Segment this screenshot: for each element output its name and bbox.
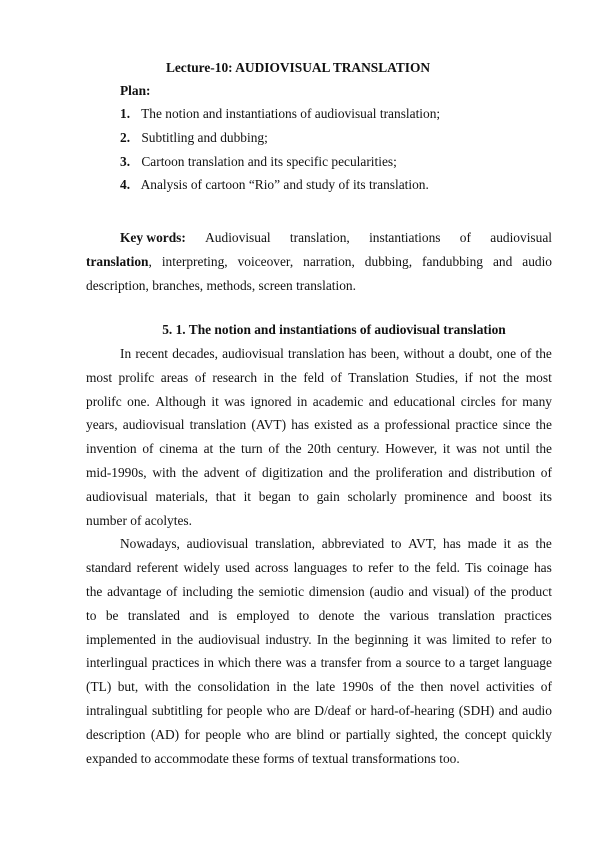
word: and (492, 253, 513, 269)
word: decades, (172, 346, 218, 361)
word: However, (385, 441, 438, 457)
word: of (142, 441, 154, 457)
word: which (217, 655, 251, 671)
paragraph-2 (86, 532, 552, 770)
word: widely (183, 560, 220, 576)
word: is (218, 607, 228, 623)
paragraph-line: expanded to accommodate these forms of textual transformations too. (86, 750, 460, 766)
word: to (352, 560, 363, 576)
paragraph-line (86, 723, 552, 747)
word: across (254, 560, 289, 576)
word: target (469, 655, 500, 671)
paragraph-line (86, 651, 552, 675)
word: areas (160, 369, 189, 385)
word: proliferation (375, 464, 443, 480)
word: to (444, 655, 456, 671)
paragraph-line (86, 342, 552, 366)
word: a (459, 655, 466, 671)
word: translation, (255, 536, 315, 552)
word: gain (316, 488, 340, 504)
word: with (144, 679, 169, 695)
word: it (442, 441, 451, 457)
word: partially (345, 726, 391, 742)
word: the (443, 726, 460, 742)
word: source (405, 655, 441, 671)
word: in (161, 631, 172, 647)
plan-item-text: Subtitling and dubbing; (141, 129, 268, 145)
plan-item-text: The notion and instantiations of audiovisual translation; (141, 106, 441, 121)
paragraph-line (86, 532, 552, 556)
word: the (535, 417, 552, 433)
word: as (517, 536, 529, 552)
word: it (243, 488, 252, 504)
word: since (502, 417, 531, 433)
word: with (152, 464, 177, 480)
word: Nowadays, (120, 536, 180, 552)
word: for (206, 702, 223, 718)
word: (AVT) (251, 417, 287, 433)
word: of (520, 346, 532, 361)
word: been, (370, 346, 400, 361)
word: referent (136, 560, 179, 576)
word: quickly (511, 726, 552, 742)
word: 20th (307, 441, 332, 457)
word: the (333, 631, 350, 647)
word: the (502, 369, 520, 385)
word: the (181, 464, 199, 480)
word: the (176, 631, 194, 647)
word: (SDH) (458, 702, 495, 718)
word: boost (502, 488, 532, 504)
paragraph-line (86, 413, 552, 437)
word: many (522, 393, 552, 409)
word: employed (236, 607, 290, 623)
word: and (408, 583, 428, 599)
plan-item (120, 104, 540, 128)
word: product (511, 583, 552, 599)
word: and (368, 393, 389, 409)
word: the (237, 583, 254, 599)
paragraph-line (86, 366, 552, 390)
word: has (533, 560, 552, 576)
word: industry. (265, 631, 312, 647)
word: was (455, 441, 477, 457)
word: most (525, 369, 552, 385)
word: but, (117, 679, 139, 695)
word: professional (384, 417, 451, 433)
word: Tis (465, 560, 482, 576)
word: from (365, 655, 392, 671)
paragraph-line (86, 604, 552, 628)
word: practices (504, 607, 552, 623)
word: transfer (320, 655, 362, 671)
word: to (390, 536, 402, 552)
word: as (357, 417, 369, 433)
word: instantiations (369, 230, 441, 245)
word: the (218, 441, 236, 457)
word: blind (296, 726, 325, 742)
word: scholarly (347, 488, 397, 504)
lecture-title: Lecture-10: AUDIOVISUAL TRANSLATION (165, 60, 431, 75)
word: research (212, 369, 258, 385)
word: and (498, 702, 518, 718)
word: translated (127, 607, 180, 623)
word: practices (151, 655, 200, 671)
word: not (482, 441, 500, 457)
word: late (315, 679, 336, 695)
word: of (166, 583, 178, 599)
word: coinage (487, 560, 529, 576)
word: audiovisual (86, 488, 148, 504)
word: doubt, (458, 346, 493, 361)
word: abbreviated (321, 536, 385, 552)
word: audiovisual (490, 230, 552, 245)
word: and (475, 488, 495, 504)
word: prolifc (86, 393, 122, 409)
word: activities (486, 679, 535, 695)
word: the (397, 679, 414, 695)
word: used (225, 560, 250, 576)
keywords-block (86, 226, 552, 297)
word: Although (155, 393, 206, 409)
word: to (495, 631, 506, 647)
word: academic (312, 393, 364, 409)
word: has (348, 346, 367, 361)
paragraph-line (86, 437, 552, 461)
word: beginning (354, 631, 409, 647)
word: refer (368, 560, 394, 576)
word: In (120, 346, 132, 361)
word: not (479, 369, 497, 385)
word: the (280, 369, 297, 385)
word: it (413, 631, 421, 647)
word: people (205, 726, 242, 742)
word: distribution (473, 464, 536, 480)
plan-list (120, 104, 540, 199)
word: educational (393, 393, 456, 409)
word: began (258, 488, 291, 504)
word: to (541, 631, 552, 647)
word: for (501, 393, 517, 409)
word: languages (293, 560, 348, 576)
word: in (263, 369, 274, 385)
word: are (293, 702, 311, 718)
word: of (459, 230, 471, 245)
word: the (489, 583, 507, 599)
word: 1990s (341, 679, 374, 695)
word: to (86, 607, 97, 623)
plan-item (120, 175, 540, 199)
word: dimension (308, 583, 365, 599)
word: of (194, 369, 206, 385)
paragraph-line (86, 580, 552, 604)
word: feld. (435, 560, 460, 576)
word: was (426, 631, 448, 647)
word: visual) (432, 583, 470, 599)
paragraph-line (86, 699, 552, 723)
word: or (355, 702, 367, 718)
word: interlingual (86, 655, 148, 671)
word: people (226, 702, 263, 718)
plan-heading: Plan: (120, 83, 151, 98)
keywords-line-3 (86, 274, 552, 298)
word: the (535, 346, 552, 361)
word: intralingual (86, 702, 148, 718)
word: in (203, 655, 214, 671)
word: who (246, 726, 270, 742)
word: sighted, (395, 726, 438, 742)
paragraph-line (86, 461, 552, 485)
word: D/deaf (314, 702, 351, 718)
word: recent (135, 346, 169, 361)
word: novel (449, 679, 480, 695)
word: century. (336, 441, 380, 457)
word: if (464, 369, 473, 385)
word: in (296, 393, 308, 409)
plan-item-number: 4. (120, 177, 131, 193)
word: mid-1990s, (86, 464, 147, 480)
word: of (473, 583, 486, 599)
word: without (403, 346, 445, 361)
keywords-bold-term: translation (86, 253, 149, 269)
word: are (274, 726, 292, 742)
word: advantage (107, 583, 162, 599)
word: translation (438, 607, 495, 623)
word: prominence (404, 488, 468, 504)
plan-item-number: 1. (120, 106, 131, 121)
word: translation, (289, 230, 350, 245)
word: audiovisual (122, 417, 185, 433)
word: Studies, (415, 369, 459, 385)
word: existed (314, 417, 353, 433)
plan-item (120, 152, 540, 176)
word: at (203, 441, 214, 457)
word: the (174, 679, 192, 695)
word: interpreting, (161, 253, 228, 269)
word: one. (127, 393, 150, 409)
word: of (245, 464, 257, 480)
word: of (268, 441, 280, 457)
word: voiceover, (237, 253, 294, 269)
word: to (298, 488, 309, 504)
word: concept (464, 726, 507, 742)
plan-item-number: 2. (120, 129, 131, 145)
word: various (389, 607, 429, 623)
word: the (353, 464, 371, 480)
keywords-label: Key words: (120, 230, 186, 245)
paragraph-line (86, 628, 552, 652)
word: fandubbing (422, 253, 483, 269)
word: audiovisual (222, 346, 284, 361)
word: and (189, 607, 209, 623)
word: invention (86, 441, 137, 457)
word: cinema (159, 441, 198, 457)
word: the (535, 536, 552, 552)
word: (AD) (150, 726, 180, 742)
word: language (503, 655, 552, 671)
word: to (298, 607, 310, 623)
word: years, (86, 417, 118, 433)
word: a (395, 655, 402, 671)
word: prolifc (118, 369, 155, 385)
word: was (285, 655, 307, 671)
word: feld (303, 369, 325, 385)
word: Translation (348, 369, 409, 385)
keywords-line-1 (86, 226, 552, 250)
word: In (316, 631, 328, 647)
word: and (328, 464, 349, 480)
word: of (330, 369, 342, 385)
word: hard-of-hearing (370, 702, 455, 718)
word: denote (318, 607, 355, 623)
word: translation (189, 417, 247, 433)
word: be (105, 607, 119, 623)
plan-item (120, 128, 540, 152)
plan-item-number: 3. (120, 153, 131, 169)
word: made (467, 536, 497, 552)
word: it (211, 393, 219, 409)
keywords-text: description, branches, methods, screen translation. (86, 277, 356, 293)
word: (TL) (86, 679, 112, 695)
word: has (443, 536, 461, 552)
word: then (420, 679, 444, 695)
word: materials, (155, 488, 208, 504)
word: the (285, 441, 302, 457)
word: narration, (303, 253, 355, 269)
word: in (276, 679, 287, 695)
word: turn (241, 441, 263, 457)
keywords-line-2 (86, 250, 552, 274)
word: audio (522, 253, 552, 269)
word: Audiovisual (205, 230, 271, 245)
word: audiovisual (198, 631, 261, 647)
word: its (539, 488, 552, 504)
word: audiovisual (186, 536, 249, 552)
word: translation (287, 346, 345, 361)
word: or (329, 726, 341, 742)
word: standard (86, 560, 132, 576)
paragraph-line (86, 390, 552, 414)
word: until (505, 441, 530, 457)
word-group (86, 250, 152, 274)
word: it (503, 536, 511, 552)
word: was (224, 393, 246, 409)
word: description (86, 726, 146, 742)
word: a (310, 655, 317, 671)
word: limited (452, 631, 491, 647)
word: who (266, 702, 290, 718)
word: a (373, 417, 380, 433)
word: of (379, 679, 392, 695)
word: to (398, 560, 409, 576)
word: including (182, 583, 233, 599)
word: circles (460, 393, 496, 409)
word: a (448, 346, 455, 361)
word: practice (455, 417, 498, 433)
word: has (291, 417, 310, 433)
word: consolidation (197, 679, 270, 695)
word: there (254, 655, 282, 671)
word: that (215, 488, 236, 504)
plan-item-text: Analysis of cartoon “Rio” and study of its translation. (140, 177, 429, 193)
word: subtitling (151, 702, 203, 718)
word: the (86, 583, 103, 599)
plan-item-text: Cartoon translation and its specific pecularities; (141, 153, 397, 169)
section-heading: 5. 1. The notion and instantiations of audiovisual translation (162, 322, 506, 337)
word: the (363, 607, 381, 623)
word: implemented (86, 631, 156, 647)
word: , (148, 253, 152, 269)
word: of (540, 464, 552, 480)
word: the (414, 560, 431, 576)
paragraph-line (86, 556, 552, 580)
word: advent (203, 464, 240, 480)
word: the (293, 679, 310, 695)
word: for (184, 726, 201, 742)
word: of (540, 679, 552, 695)
paragraph-line (86, 485, 552, 509)
paragraph-line: number of acolytes. (86, 512, 192, 528)
word: the (535, 441, 552, 457)
word: audio (522, 702, 552, 718)
body-text (86, 342, 552, 770)
word: ignored (250, 393, 292, 409)
word: AVT, (408, 536, 437, 552)
word: digitization (262, 464, 324, 480)
word: most (86, 369, 113, 385)
word: one (496, 346, 517, 361)
word: semiotic (258, 583, 305, 599)
paragraph-1 (86, 342, 552, 532)
paragraph-line (86, 675, 552, 699)
word: refer (510, 631, 537, 647)
word: (audio (369, 583, 404, 599)
word: and (448, 464, 468, 480)
word: dubbing, (364, 253, 413, 269)
